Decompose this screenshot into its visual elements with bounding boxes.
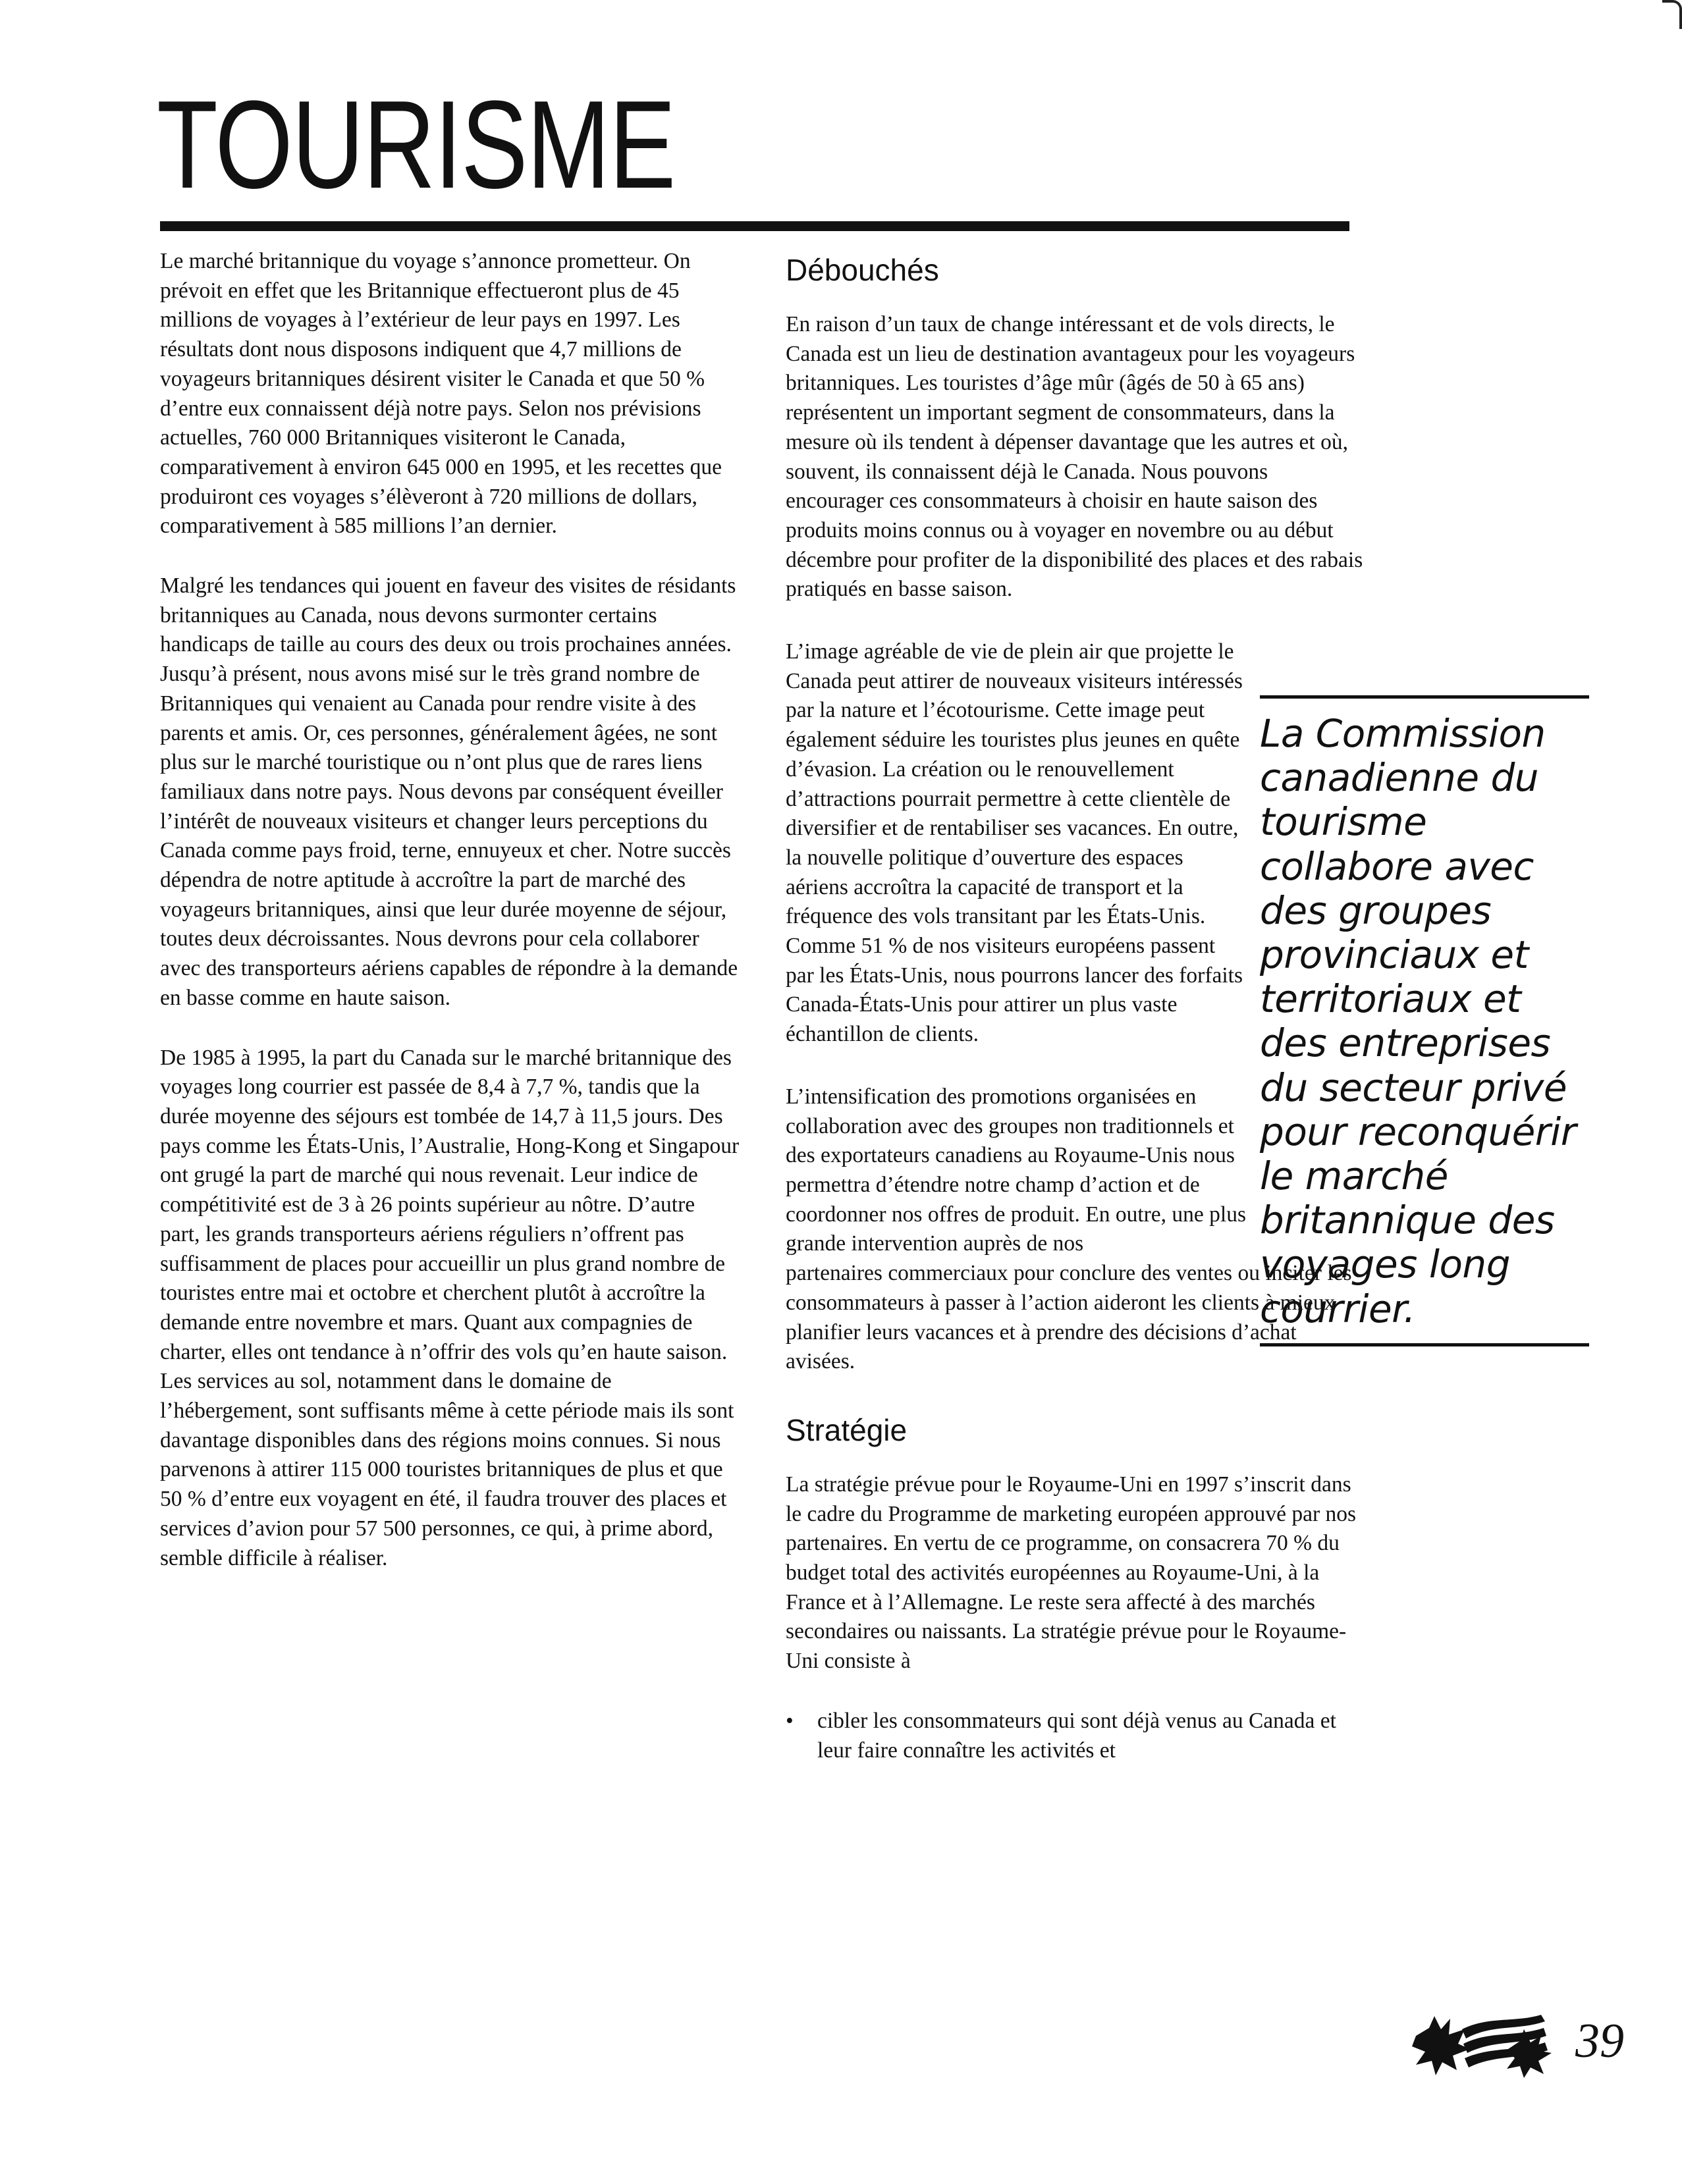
- left-paragraph-1: Le marché britannique du voyage s’annonce prometteur. On prévoit en effet que les Britannique effectueront plus de 45 millions de voyages à l’extérieur de leur pays en 1997. Les résultats dont nous disposons indiquent que 4,7 millions de voyageurs britanniques désirent visiter le Canada et que 50 % d’entre eux connaissent déjà notre pays. Selon nos prévisions actuelles, 760 000 Britanniques visiteront le Canada, comparativement à environ 645 000 en 1995, et les recettes que produiront ces voyages s’élèveront à 720 millions de dollars, comparativement à 585 millions l’an dernier.: [160, 249, 722, 539]
- bullet-item: [786, 1707, 1365, 1765]
- paragraph-gap: [786, 1377, 1365, 1407]
- heading-gap: [786, 293, 1365, 310]
- right-paragraph-1: En raison d’un taux de change intéressant et de vols directs, le Canada est un lieu de destination avantageux pour les voyageurs britanniques. Les touristes d’âge mûr (âgés de 50 à 65 ans) représentent un important segment de consommateurs, dans la mesure où ils tendent à dépenser davantage que les autres et où, souvent, ils connaissent déjà le Canada. Nous pouvons encourager ces consommateurs à choisir en haute saison des produits moins connus ou à voyager en novembre ou au début décembre pour profiter de la disponibilité des places et des rabais pratiqués en basse saison.: [786, 312, 1363, 602]
- left-paragraph-2: Malgré les tendances qui jouent en faveur des visites de résidants britanniques au Canada, nous devons surmonter certains handicaps de taille au cours des deux ou trois prochaines années. Jusqu’à présent, nous avons misé sur le très grand nombre de Britanniques qui venaient au Canada pour rendre visite à des parents et amis. Or, ces personnes, généralement âgées, ne sont plus sur le marché touristique ou n’ont plus que de rares liens familiaux dans notre pays. Nous devons par conséquent éveiller l’intérêt de nouveaux visiteurs et changer leurs perceptions du Canada comme pays froid, terne, ennuyeux et cher. Notre succès dépendra de notre aptitude à accroître la part de marché des voyageurs britanniques, ainsi que leur durée moyenne de séjour, toutes deux décroissantes. Nous devrons pour cela collaborer avec des transporteurs aériens capables de répondre à la demande en basse comme en haute saison.: [160, 573, 738, 1010]
- paragraph-gap: [160, 541, 740, 572]
- title-rule: [160, 221, 1349, 231]
- strategy-bullet-list: [786, 1707, 1365, 1765]
- heading-debouches: Débouchés: [786, 253, 939, 287]
- right-paragraph-4: La stratégie prévue pour le Royaume-Uni en 1997 s’inscrit dans le cadre du Programme de marketing européen approuvé par nos partenaires. En vertu de ce programme, on consacrera 70 % du budget total des activités européennes au Royaume-Uni, à la France et à l’Allemagne. Le reste sera affecté à des marchés secondaires ou naissants. La stratégie prévue pour le Royaume-Uni consiste à: [786, 1472, 1357, 1674]
- page-title: TOURISME: [157, 75, 675, 215]
- right-paragraph-3-wide: partenaires commerciaux pour conclure des ventes ou inciter les consommateurs à passer à l’action aideront les clients à mieux planifier leurs vacances et à prendre des décisions d’achat avisées.: [786, 1261, 1352, 1374]
- heading-gap: [786, 1453, 1365, 1470]
- maple-leaf-flag-logo-icon: [1409, 2010, 1594, 2082]
- left-column: [160, 247, 740, 1573]
- left-paragraph-3: De 1985 à 1995, la part du Canada sur le marché britannique des voyages long courrier est passée de 8,4 à 7,7 %, tandis que la durée moyenne des séjours est tombée de 14,7 à 11,5 jours. Des pays comme les États-Unis, l’Australie, Hong-Kong et Singapour ont grugé la part de marché qui nous revenait. Leur indice de compétitivité est de 3 à 26 points supérieur au nôtre. D’autre part, les grands transporteurs aériens réguliers n’offrent pas suffisamment de places pour accueillir un plus grand nombre de touristes entre mai et octobre et cherchent plutôt à accroître la demande entre novembre et mars. Quant aux compagnies de charter, elles ont tendance à n’offrir des vols qu’en haute saison. Les services au sol, notamment dans le domaine de l’hébergement, sont suffisants même à cette période mais ils sont davantage disponibles dans des régions moins connues. Si nous parvenons à attirer 115 000 touristes britanniques de plus et que 50 % d’entre eux voyagent en été, il faudra trouver des places et services d’avion pour 57 500 personnes, ce qui, à prime abord, semble difficile à réaliser.: [160, 1045, 740, 1570]
- pull-quote-text: La Commission canadienne du tourisme collabore avec des groupes provinciaux et territoriaux et des entreprises du secteur privé pour reconquérir le marché britannique des voyages long courrier.: [1260, 711, 1577, 1331]
- corner-crop-mark: [1662, 0, 1682, 29]
- page-number: 39: [1575, 2014, 1624, 2068]
- heading-strategie: Stratégie: [786, 1412, 908, 1447]
- bullet-text: cibler les consommateurs qui sont déjà venus au Canada et leur faire connaître les activités et: [817, 1708, 1336, 1763]
- paragraph-gap: [160, 1013, 740, 1044]
- right-paragraph-3-narrow: L’intensification des promotions organisées en collaboration avec des groupes non traditionnels et des exportateurs canadiens au Royaume-Unis nous permettra d’étendre notre champ d’action et de coordonner nos offres de produit. En outre, une plus grande intervention auprès de nos: [786, 1084, 1247, 1256]
- bullet-icon: •: [786, 1708, 794, 1733]
- paragraph-gap: [786, 1676, 1365, 1707]
- paragraph-gap: [786, 604, 1365, 637]
- right-paragraph-2: L’image agréable de vie de plein air que projette le Canada peut attirer de nouveaux visiteurs intéressés par la nature et l’écotourisme. Cette image peut également séduire les touristes plus jeunes en quête d’évasion. La création ou le renouvellement d’attractions pourrait permettre à cette clientèle de diversifier et de rentabiliser ses vacances. En outre, la nouvelle politique d’ouverture des espaces aériens accroîtra la capacité de transport et la fréquence des vols transitant par les États-Unis. Comme 51 % de nos visiteurs européens passent par les États-Unis, nous pourrons lancer des forfaits Canada-États-Unis pour attirer un plus vaste échantillon de clients.: [786, 639, 1243, 1047]
- pull-quote: [1260, 695, 1589, 1346]
